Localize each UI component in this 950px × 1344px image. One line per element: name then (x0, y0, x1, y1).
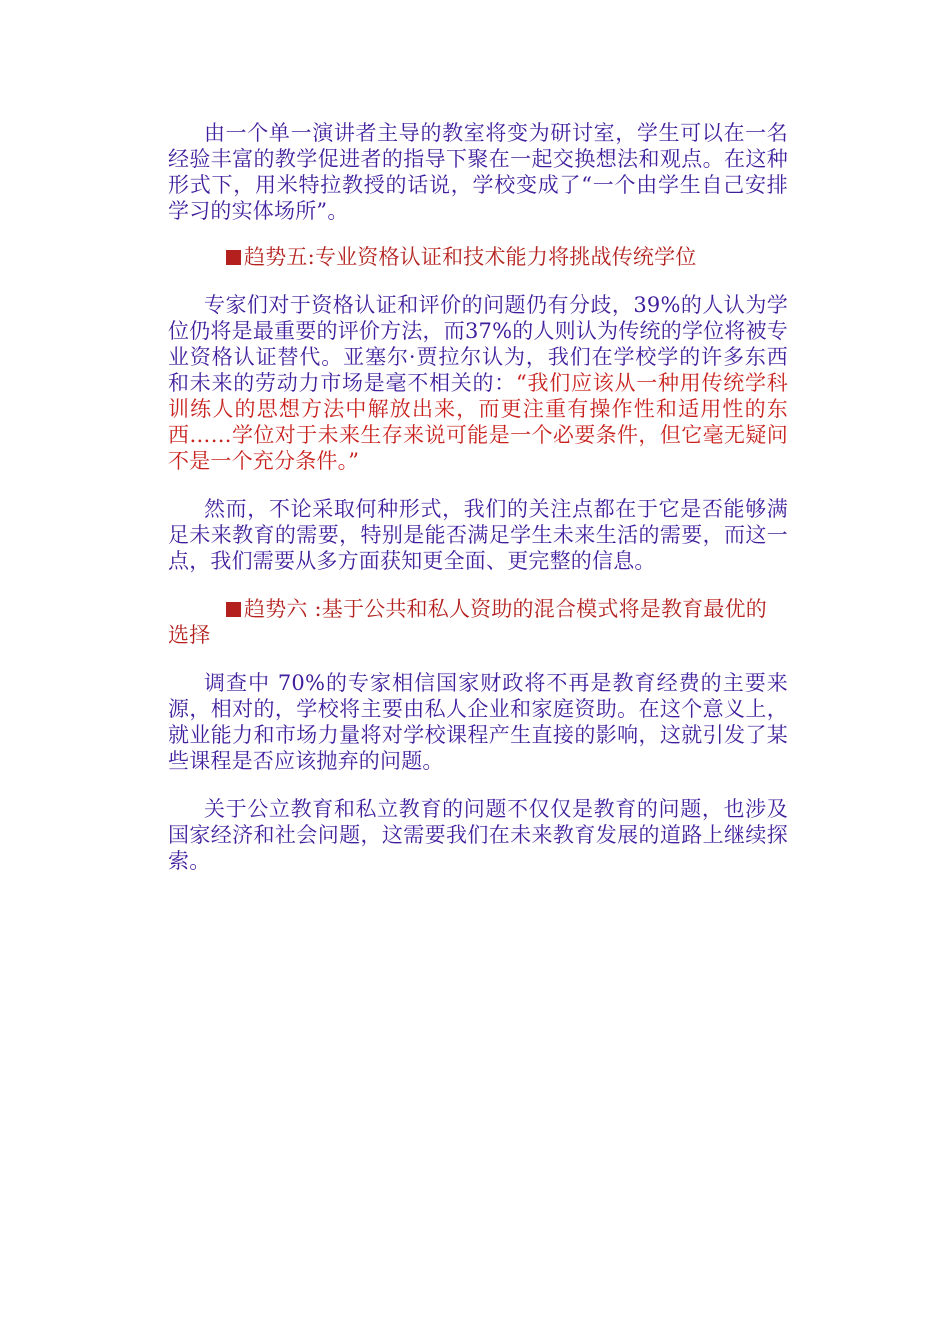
paragraph-qualification-text: 专家们对于资格认证和评价的问题仍有分歧，39%的人认为学位仍将是最重要的评价方法，而37%的人则认为传统的学位将被专业资格认证替代。亚塞尔·贾拉尔认为，我们在学校学的许多东西和未来的劳动力市场是毫不相关的： (168, 293, 788, 395)
paragraph-future-needs: 然而，不论采取何种形式，我们的关注点都在于它是否能够满足未来教育的需要，特别是能否满足学生未来生活的需要，而这一点，我们需要从多方面获知更全面、更完整的信息。 (168, 497, 788, 573)
square-bullet-icon (226, 250, 241, 265)
paragraph-qualification-debate (168, 292, 788, 474)
heading-trend-six (168, 596, 788, 648)
paragraph-classroom-seminar: 由一个单一演讲者主导的教室将变为研讨室，学生可以在一名经验丰富的教学促进者的指导下聚在一起交换想法和观点。在这种形式下，用米特拉教授的话说，学校变成了“一个由学生自己安排学习的实体场所”。 (168, 121, 788, 223)
paragraph-public-private-education: 关于公立教育和私立教育的问题不仅仅是教育的问题，也涉及国家经济和社会问题，这需要我们在未来教育发展的道路上继续探索。 (168, 797, 788, 873)
document-page (168, 120, 788, 874)
quotation-yasser-jarrar: “我们应该从一种用传统学科训练人的思想方法中解放出来，而更注重有操作性和适用性的东西……学位对于未来生存来说可能是一个必要条件，但它毫无疑问不是一个充分条件。” (168, 371, 788, 473)
heading-trend-five (168, 244, 788, 270)
heading-trend-six-text: 趋势六 :基于公共和私人资助的混合模式将是教育最优的选择 (168, 597, 767, 647)
square-bullet-icon (226, 602, 241, 617)
heading-trend-five-text: 趋势五:专业资格认证和技术能力将挑战传统学位 (244, 245, 697, 269)
paragraph-funding-survey: 调查中 70%的专家相信国家财政将不再是教育经费的主要来源，相对的，学校将主要由私人企业和家庭资助。在这个意义上，就业能力和市场力量将对学校课程产生直接的影响，这就引发了某些课程是否应该抛弃的问题。 (168, 671, 788, 773)
